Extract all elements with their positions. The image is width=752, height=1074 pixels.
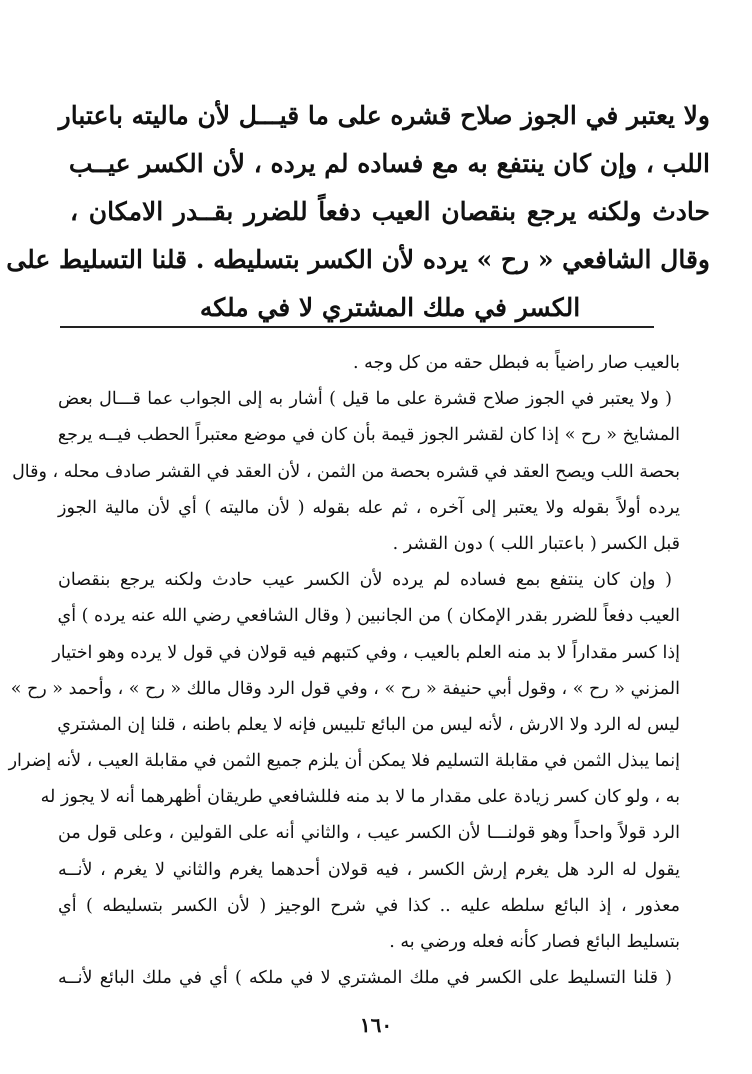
sharh-commentary-block — [8, 345, 680, 996]
sharh-line: إنما يبذل الثمن في مقابلة التسليم فلا يمكن أن يلزم جميع الثمن في مقابلة العيب ، لأنه إضرار — [8, 751, 680, 772]
sharh-line: العيب دفعاً للضرر بقدر الإمكان ) من الجانبين ( وقال الشافعي رضي الله عنه يرده ) أي — [57, 606, 680, 627]
matn-line: الكسر في ملك المشتري لا في ملكه — [199, 293, 581, 322]
sharh-line: بتسليط البائع فصار كأنه فعله ورضي به . — [389, 932, 680, 952]
sharh-line: بحصة اللب ويصح العقد في قشره بحصة من الثمن ، لأن العقد في القشر صادف محله ، وقال — [12, 461, 680, 482]
sharh-line: يرده أولاً بقوله ولا يعتبر إلى آخره ، ثم عله بقوله ( لأن ماليته ) أي لأن مالية الجوز — [58, 497, 680, 518]
sharh-line: إذا كسر مقداراً لا بد منه العلم بالعيب ، وفي كتبهم فيه قولان في قول لا يرده وهو اختيار — [52, 642, 680, 663]
matn-line: حادث ولكنه يرجع بنقصان العيب دفعاً للضرر بقــدر الامكان ، — [70, 197, 710, 226]
sharh-line: المشايخ « رح » إذا كان لقشر الجوز قيمة بأن كان في موضع معتبراً الحطب فيــه يرجع — [57, 425, 680, 446]
sharh-line: به ، ولو كان كسر زيادة على مقدار ما لا بد منه فللشافعي طريقان أظهرهما أنه لا يجوز له — [40, 787, 680, 808]
sharh-line: ليس له الرد ولا الارش ، لأنه ليس من البائع تلبيس فإنه لا يعلم باطنه ، قلنا إن المشتري — [57, 714, 680, 735]
sharh-line: المزني « رح » ، وقول أبي حنيفة « رح » ، وفي قول الرد وقال مالك « رح » ، وأحمد « رح » — [10, 678, 680, 699]
sharh-line: قبل الكسر ( باعتبار اللب ) دون القشر . — [392, 533, 680, 554]
page-number: ١٦٠ — [359, 1013, 393, 1037]
sharh-line: ( قلنا التسليط على الكسر في ملك المشتري لا في ملكه ) أي في ملك البائع لأنــه — [58, 968, 672, 989]
matn-line: اللب ، وإن كان ينتفع به مع فساده لم يرده ، لأن الكسر عيــب — [68, 149, 710, 178]
sharh-line: معذور ، إذ البائع سلطه عليه .. كذا في شرح الوجيز ( لأن الكسر بتسليطه ) أي — [58, 895, 680, 916]
sharh-line: يقول له الرد هل يغرم إرش الكسر ، فيه قولان أحدهما يغرم والثاني لا يغرم ، لأنــه — [58, 859, 680, 880]
sharh-line: الرد قولاً واحداً وهو قولنـــا لأن الكسر عيب ، والثاني أنه على القولين ، وعلى قول من — [58, 823, 680, 844]
sharh-line: بالعيب صار راضياً به فبطل حقه من كل وجه . — [353, 353, 680, 373]
matn-line: ولا يعتبر في الجوز صلاح قشره على ما قيـــل لأن ماليته باعتبار — [58, 101, 710, 130]
matn-text-block — [6, 92, 710, 332]
sharh-line: ( وإن كان ينتفع بمع فساده لم يرده لأن الكسر عيب حادث ولكنه يرجع بنقصان — [58, 570, 672, 591]
separator-rule — [60, 326, 654, 328]
sharh-line: ( ولا يعتبر في الجوز صلاح قشرة على ما قيل ) أشار به إلى الجواب عما قـــال بعض — [58, 389, 672, 410]
matn-line: وقال الشافعي « رح » يرده لأن الكسر بتسليطه . قلنا التسليط على — [6, 245, 710, 274]
